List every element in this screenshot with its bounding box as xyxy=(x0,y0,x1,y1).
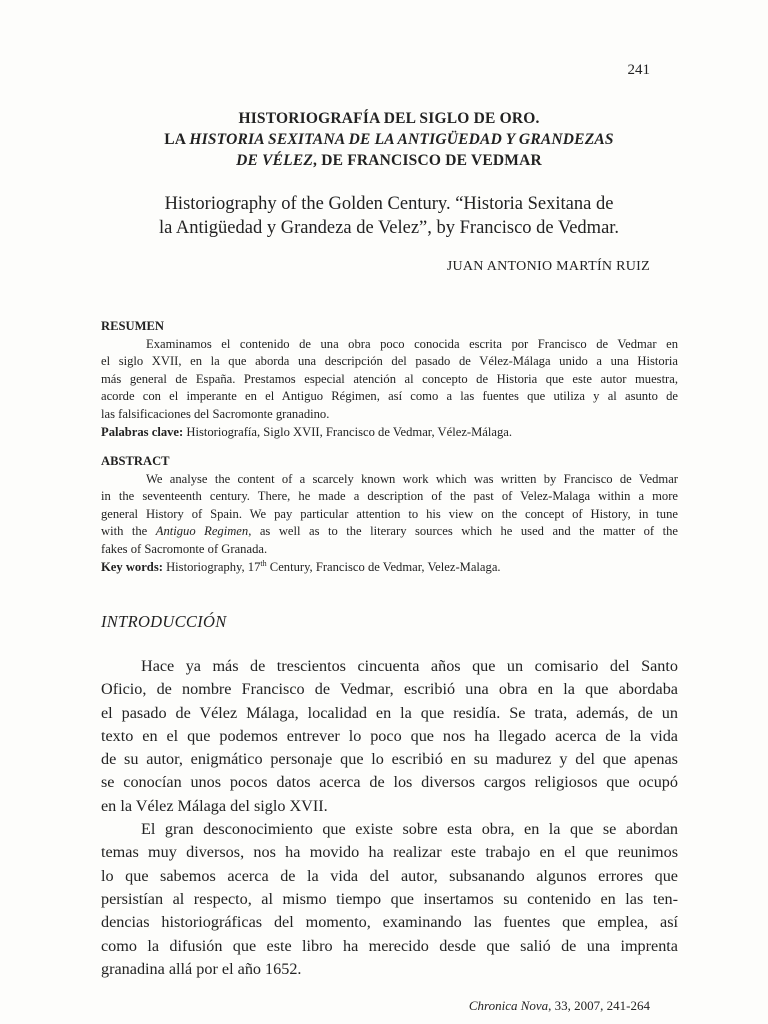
resumen-keywords-label: Palabras clave: xyxy=(101,424,184,439)
resumen-line: acorde con el imperante en el Antiguo Régimen, así como a las fuentes que utiliza y al asunto de xyxy=(101,389,678,404)
abstract-line-4-suffix: , as well as to the literary sources which he used and the matter of the xyxy=(248,524,679,539)
paragraph-line: dencias historiográficas del momento, examinando las fuentes que emplea, así xyxy=(101,913,678,932)
paragraph-line: texto en el que podemos entrever lo poco que nos ha llegado acerca de la vida xyxy=(101,726,678,745)
introduction-body xyxy=(101,655,678,981)
paragraph-line: de su autor, enigmático personaje que lo escribió en su madurez y del que apenas xyxy=(101,750,678,769)
english-title-line-1: Historiography of the Golden Century. “Historia Sexitana de xyxy=(164,194,614,214)
paragraph-line: granadina allá por el año 1652. xyxy=(101,959,302,978)
spanish-title-line-1: HISTORIOGRAFÍA DEL SIGLO DE ORO. xyxy=(238,110,540,127)
abstract-keywords-suffix: Century, Francisco de Vedmar, Velez-Malaga. xyxy=(266,559,501,574)
paragraph-line: en la Vélez Málaga del siglo XVII. xyxy=(101,796,328,815)
english-title-line-2: la Antigüedad y Grandeza de Velez”, by Francisco de Vedmar. xyxy=(158,218,620,238)
journal-citation: , 33, 2007, 241-264 xyxy=(548,998,650,1013)
author-name: JUAN ANTONIO MARTÍN RUIZ xyxy=(446,259,650,274)
abstract-body xyxy=(101,471,678,559)
abstract-heading: ABSTRACT xyxy=(101,454,170,468)
abstract-line-4-italic: Antiguo Regimen xyxy=(155,524,249,539)
resumen-line: las falsificaciones del Sacromonte granadino. xyxy=(101,406,330,421)
page-number: 241 xyxy=(627,62,650,78)
abstract-keywords-superscript: th xyxy=(260,558,267,568)
paragraph-line: Oficio, de nombre Francisco de Vedmar, escribió una obra en la que abordaba xyxy=(101,680,678,699)
paragraph-line: Hace ya más de trescientos cincuenta años que un comisario del Santo xyxy=(141,657,678,675)
resumen-line: Examinamos el contenido de una obra poco conocida escrita por Francisco de Vedmar en xyxy=(146,336,678,351)
spanish-title-line-3-italic: DE VÉLEZ xyxy=(236,152,314,169)
abstract-line xyxy=(101,523,678,541)
paragraph-line: lo que sabemos acerca de la vida del autor, subsanando algunos errores que xyxy=(101,866,678,885)
journal-footer xyxy=(469,998,650,1014)
spanish-title-line-3 xyxy=(100,150,678,171)
section-heading-introduccion: INTRODUCCIÓN xyxy=(101,612,227,631)
spanish-title xyxy=(100,108,678,171)
resumen-body xyxy=(101,336,678,424)
resumen-line: más general de España. Prestamos especial atención al concepto de Historia que este autor muestra, xyxy=(101,371,678,386)
resumen-keywords xyxy=(101,424,678,442)
resumen-line: el siglo XVII, en la que aborda una descripción del pasado de Vélez-Málaga unido a una Historia xyxy=(101,354,678,369)
abstract-line: fakes of Sacromonte of Granada. xyxy=(101,541,268,556)
resumen-block xyxy=(101,318,678,441)
paragraph-line: como la difusión que este libro ha merecido desde que salió de una imprenta xyxy=(101,936,678,955)
resumen-heading: RESUMEN xyxy=(101,319,164,333)
spanish-title-line-2-prefix: LA xyxy=(164,131,190,148)
abstract-line: We analyse the content of a scarcely known work which was written by Francisco de Vedmar xyxy=(146,471,678,486)
abstract-line: in the seventeenth century. There, he made a description of the past of Velez-Malaga within a more xyxy=(101,489,678,504)
journal-name: Chronica Nova xyxy=(468,998,549,1013)
abstract-block xyxy=(101,453,678,576)
paragraph-1 xyxy=(101,655,678,818)
paragraph-line: temas muy diversos, nos ha movido ha realizar este trabajo en el que reunimos xyxy=(101,843,678,862)
abstract-keywords xyxy=(101,559,678,577)
spanish-title-line-2 xyxy=(100,129,678,150)
paragraph-line: persistían al respecto, al mismo tiempo que insertamos su contenido en las ten- xyxy=(101,889,678,908)
paragraph-line: el pasado de Vélez Málaga, localidad en la que residía. Se trata, además, de un xyxy=(101,703,678,722)
abstract-keywords-label: Key words: xyxy=(101,559,163,574)
paragraph-line: El gran desconocimiento que existe sobre esta obra, en la que se abordan xyxy=(141,820,678,839)
paragraph-2 xyxy=(101,818,678,981)
abstract-line: general History of Spain. We pay particular attention to his view on the concept of History, in tune xyxy=(101,506,678,521)
paragraph-line: se conocían unos pocos datos acerca de los diversos cargos religiosos que ocupó xyxy=(101,773,678,792)
resumen-keywords-text: Historiografía, Siglo XVII, Francisco de Vedmar, Vélez-Málaga. xyxy=(183,424,513,439)
abstract-keywords-prefix: Historiography, 17 xyxy=(162,559,261,574)
spanish-title-line-2-italic: HISTORIA SEXITANA DE LA ANTIGÜEDAD Y GRANDEZAS xyxy=(189,131,614,148)
abstract-line-4-prefix: with the xyxy=(101,524,156,539)
english-title xyxy=(100,192,678,240)
spanish-title-line-3-suffix: , DE FRANCISCO DE VEDMAR xyxy=(313,152,542,169)
